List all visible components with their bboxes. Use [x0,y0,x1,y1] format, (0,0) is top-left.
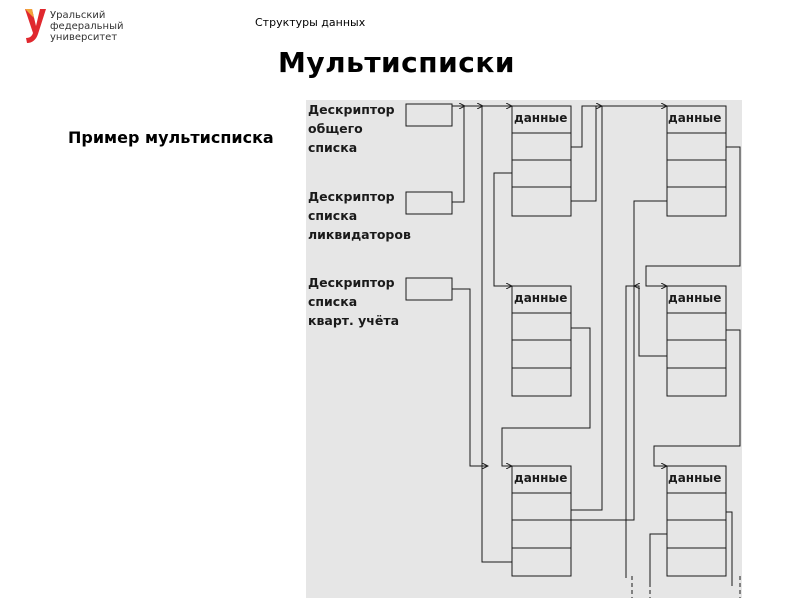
descriptor-quarterly-label: Дескриптор списка кварт. учёта [308,275,400,328]
descriptor-cell-liquidators [406,192,452,214]
descriptor-cell-general [406,104,452,126]
logo-line-2: федеральный [50,21,124,32]
multilist-diagram [306,100,742,598]
diagram-lines [306,100,742,598]
node-5-label: данные [514,471,568,485]
logo-line-3: университет [50,32,118,43]
course-title: Структуры данных [255,16,366,29]
descriptor-liquidators-label: Дескриптор списка ликвидаторов [308,189,411,242]
node-6-label: данные [668,471,722,485]
node-2-label: данные [668,111,722,125]
university-logo [22,6,162,46]
ural-university-logo-icon [22,6,48,46]
logo-text [50,10,123,43]
node-4-label: данные [668,291,722,305]
descriptor-cell-quarterly [406,278,452,300]
descriptor-general-label: Дескриптор общего списка [308,102,395,155]
slide-title: Мультисписки [278,46,515,79]
node-3-label: данные [514,291,568,305]
slide-subtitle: Пример мультисписка [68,128,274,147]
node-1-label: данные [514,111,568,125]
logo-line-1: Уральский [50,10,106,21]
